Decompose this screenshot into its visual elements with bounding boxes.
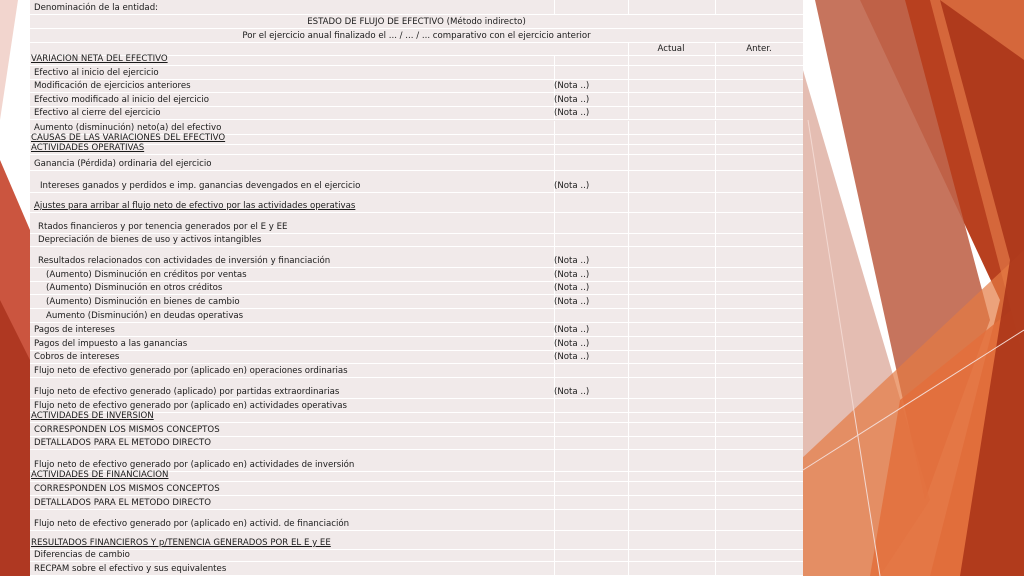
- row-label: CAUSAS DE LAS VARIACIONES DEL EFECTIVO: [31, 133, 226, 143]
- table-row: [30, 378, 803, 399]
- row-nota: (Nota ..): [554, 108, 590, 118]
- row-label: RECPAM sobre el efectivo y sus equivalentes: [34, 564, 227, 574]
- row-label: Ganancia (Pérdida) ordinaria del ejercicio: [34, 159, 212, 169]
- row-label: (Aumento) Disminución en otros créditos: [46, 283, 223, 293]
- table-row: [30, 472, 803, 482]
- table-row: [30, 282, 803, 295]
- table-row: [30, 423, 803, 437]
- table-row: [30, 80, 803, 93]
- row-label: Rtados financieros y por tenencia generados por el E y EE: [38, 222, 288, 232]
- row-label: Modificación de ejercicios anteriores: [34, 81, 191, 91]
- row-label: Pagos de intereses: [34, 325, 115, 335]
- table-row: [30, 66, 803, 80]
- row-nota: (Nota ..): [554, 270, 590, 280]
- table-row: [30, 93, 803, 107]
- row-label: Flujo neto de efectivo generado (aplicado) por partidas extraordinarias: [34, 387, 340, 397]
- table-row: [30, 107, 803, 120]
- table-row: [30, 531, 803, 550]
- table-row: [30, 364, 803, 378]
- table-row: [30, 268, 803, 282]
- statement-title: ESTADO DE FLUJO DE EFECTIVO (Método indirecto): [307, 17, 526, 27]
- table-row: [30, 437, 803, 450]
- header-title-row: [30, 15, 803, 29]
- row-label: Resultados relacionados con actividades de inversión y financiación: [38, 256, 331, 266]
- row-label: Flujo neto de efectivo generado por (aplicado en) actividades operativas: [34, 401, 347, 411]
- table-row: [30, 145, 803, 155]
- row-nota: (Nota ..): [554, 325, 590, 335]
- table-row: [30, 247, 803, 268]
- row-label: Ajustes para arribar al flujo neto de efectivo por las actividades operativas: [34, 201, 356, 211]
- table-row: [30, 135, 803, 145]
- row-label: Efectivo al cierre del ejercicio: [34, 108, 161, 118]
- row-label: Intereses ganados y perdidos e imp. ganancias devengados en el ejercicio: [40, 181, 361, 191]
- header-entity-row: [30, 0, 803, 15]
- table-row: [30, 234, 803, 247]
- row-nota: (Nota ..): [554, 387, 590, 397]
- row-nota: (Nota ..): [554, 256, 590, 266]
- cash-flow-statement-table: [30, 0, 803, 576]
- table-row: [30, 309, 803, 323]
- row-nota: (Nota ..): [554, 95, 590, 105]
- row-label: (Aumento) Disminución en créditos por ventas: [46, 270, 247, 280]
- row-label: ACTIVIDADES OPERATIVAS: [31, 143, 145, 153]
- row-label: Flujo neto de efectivo generado por (aplicado en) operaciones ordinarias: [34, 366, 348, 376]
- row-label: CORRESPONDEN LOS MISMOS CONCEPTOS: [34, 425, 220, 435]
- table-row: [30, 295, 803, 309]
- table-row: [30, 482, 803, 496]
- row-nota: (Nota ..): [554, 339, 590, 349]
- row-label: Efectivo modificado al inicio del ejercicio: [34, 95, 209, 105]
- statement-subtitle: Por el ejercicio anual finalizado el ... / ... / ... comparativo con el ejercicio anterior: [242, 31, 591, 41]
- row-nota: (Nota ..): [554, 297, 590, 307]
- table-row: [30, 550, 803, 562]
- table-row: [30, 155, 803, 171]
- row-label: ACTIVIDADES DE INVERSION: [31, 411, 154, 421]
- row-label: RESULTADOS FINANCIEROS Y p/TENENCIA GENERADOS POR EL E y EE: [31, 538, 331, 548]
- row-label: DETALLADOS PARA EL METODO DIRECTO: [34, 498, 211, 508]
- table-row: [30, 562, 803, 576]
- row-label: CORRESPONDEN LOS MISMOS CONCEPTOS: [34, 484, 220, 494]
- column-header-actual: Actual: [657, 44, 685, 54]
- header-subtitle-row: [30, 29, 803, 43]
- entity-label: Denominación de la entidad:: [34, 3, 159, 13]
- table-row: [30, 56, 803, 66]
- table-row: [30, 171, 803, 193]
- table-row: [30, 450, 803, 472]
- column-header-anter: Anter.: [746, 44, 772, 54]
- row-label: Flujo neto de efectivo generado por (aplicado en) activid. de financiación: [34, 519, 350, 529]
- row-label: Pagos del impuesto a las ganancias: [34, 339, 188, 349]
- row-nota: (Nota ..): [554, 81, 590, 91]
- row-label: (Aumento) Disminución en bienes de cambio: [46, 297, 240, 307]
- table-row: [30, 213, 803, 234]
- table-row: [30, 323, 803, 337]
- row-label: Flujo neto de efectivo generado por (aplicado en) actividades de inversión: [34, 460, 355, 470]
- row-label: DETALLADOS PARA EL METODO DIRECTO: [34, 438, 211, 448]
- table-row: [30, 351, 803, 364]
- table-row: [30, 496, 803, 510]
- table-row: [30, 193, 803, 213]
- table-row: [30, 510, 803, 531]
- row-label: VARIACION NETA DEL EFECTIVO: [31, 54, 168, 64]
- row-nota: (Nota ..): [554, 352, 590, 362]
- row-label: Depreciación de bienes de uso y activos intangibles: [38, 235, 262, 245]
- row-label: Aumento (disminución) neto(a) del efectivo: [34, 123, 222, 133]
- row-nota: (Nota ..): [554, 181, 590, 191]
- row-nota: (Nota ..): [554, 283, 590, 293]
- row-label: Aumento (Disminución) en deudas operativas: [46, 311, 244, 321]
- table-row: [30, 337, 803, 351]
- row-label: Cobros de intereses: [34, 352, 120, 362]
- row-label: Efectivo al inicio del ejercicio: [34, 68, 159, 78]
- row-label: ACTIVIDADES DE FINANCIACION: [31, 470, 169, 480]
- table-row: [30, 413, 803, 423]
- row-label: Diferencias de cambio: [34, 550, 130, 560]
